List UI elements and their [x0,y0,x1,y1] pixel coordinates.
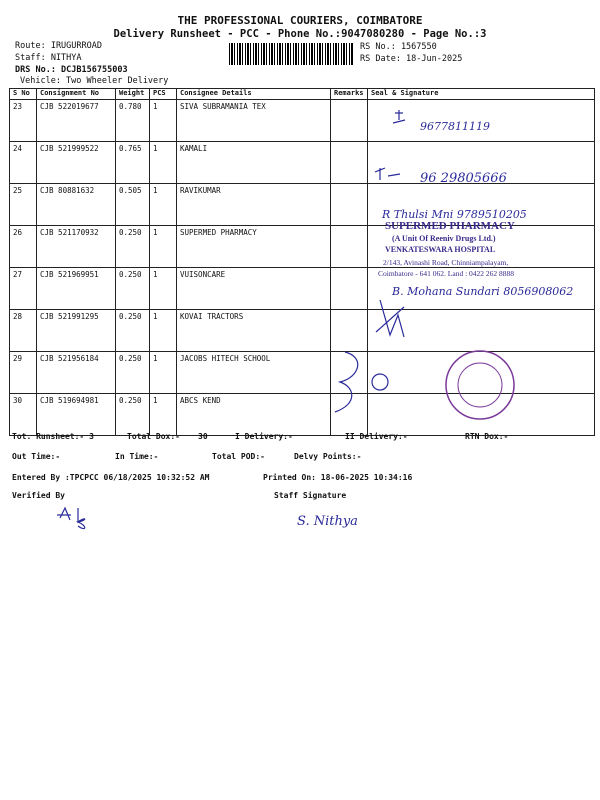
verified-by: Verified By [12,491,65,500]
cell-consignment: CJB 80881632 [37,184,116,226]
cell-pcs: 1 [150,142,177,184]
cell-consignee: RAVIKUMAR [177,184,331,226]
stamp-line-1: SUPERMED PHARMACY [385,220,515,232]
cell-pcs: 1 [150,184,177,226]
cell-sno: 26 [10,226,37,268]
cell-consignment: CJB 522019677 [37,100,116,142]
stamp-line-2: (A Unit Of Reeniv Drugs Ltd.) [392,234,496,243]
cell-consignee: SUPERMED PHARMACY [177,226,331,268]
cell-weight: 0.250 [116,394,150,436]
cell-pcs: 1 [150,226,177,268]
cell-consignment: CJB 519694981 [37,394,116,436]
cell-pcs: 1 [150,352,177,394]
cell-pcs: 1 [150,394,177,436]
total-pod: Total POD:- [212,452,265,461]
stamp-line-4: 2/143, Avinashi Road, Chinniampalayam, [383,258,509,267]
cell-consignment: CJB 521999522 [37,142,116,184]
total-dox-label: Total Dox:- [127,432,180,441]
institute-seal-inner [458,363,502,407]
route-label: Route: IRUGURROAD [15,41,102,51]
r28-name-phone: B. Mohana Sundari 8056908062 [392,285,574,298]
runsheet-subtitle: Delivery Runsheet - PCC - Phone No.:9047080280 - Page No.:3 [113,28,487,40]
total-dox-value: 30 [198,432,208,441]
cell-weight: 0.250 [116,268,150,310]
cell-sno: 27 [10,268,37,310]
cell-consignee: ABCS KEND [177,394,331,436]
total-runsheet: Tot. Runsheet:- 3 [12,432,94,441]
cell-sno: 30 [10,394,37,436]
col-pcs: PCS [150,89,177,100]
col-seal-signature: Seal & Signature [368,89,595,100]
signature-mark [375,168,400,180]
cell-sno: 29 [10,352,37,394]
r26-name-phone: R Thulsi Mni 9789510205 [382,208,527,221]
cell-consignee: SIVA SUBRAMANIA TEX [177,100,331,142]
cell-weight: 0.250 [116,226,150,268]
signature-mark [335,352,358,412]
col-remarks: Remarks [331,89,368,100]
cell-pcs: 1 [150,310,177,352]
verifier-signature [57,508,85,529]
cell-consignee: KAMALI [177,142,331,184]
r24-phone: 96 29805666 [420,171,507,186]
in-time: In Time:- [115,452,159,461]
rs-number: RS No.: 1567550 [360,42,437,52]
staff-signature-handwriting: S. Nithya [297,514,358,529]
r23-phone: 9677811119 [420,120,490,133]
entered-by: Entered By :TPCPCC 06/18/2025 10:32:52 AM [12,473,210,482]
cell-consignment: CJB 521969951 [37,268,116,310]
cell-sno: 23 [10,100,37,142]
cell-weight: 0.250 [116,310,150,352]
cell-consignment: CJB 521956184 [37,352,116,394]
stamp-line-5: Coimbatore - 641 062. Land : 0422 262 8888 [378,269,515,278]
cell-weight: 0.505 [116,184,150,226]
cell-consignment: CJB 521170932 [37,226,116,268]
col-sno: S No [10,89,37,100]
col-consignee: Consignee Details [177,89,331,100]
col-consignment: Consignment No [37,89,116,100]
signature-mark [372,374,388,390]
ii-delivery: II Delivery:- [345,432,408,441]
rs-date: RS Date: 18-Jun-2025 [360,54,463,64]
signature-mark [376,300,404,337]
vehicle-label: Vehicle: Two Wheeler Delivery [20,76,169,86]
stamp-line-3: VENKATESWARA HOSPITAL [385,245,496,254]
col-weight: Weight [116,89,150,100]
cell-consignment: CJB 521991295 [37,310,116,352]
printed-on: Printed On: 18-06-2025 10:34:16 [263,473,413,482]
delivery-points: Delvy Points:- [294,452,362,461]
out-time: Out Time:- [12,452,61,461]
signature-mark [393,110,405,123]
company-title: THE PROFESSIONAL COURIERS, COIMBATORE [177,14,423,27]
institute-seal [446,351,514,419]
cell-weight: 0.780 [116,100,150,142]
cell-sno: 25 [10,184,37,226]
cell-consignee: KOVAI TRACTORS [177,310,331,352]
cell-consignee: JACOBS HITECH SCHOOL [177,352,331,394]
cell-pcs: 1 [150,268,177,310]
staff-label: Staff: NITHYA [15,53,82,63]
cell-consignee: VUISONCARE [177,268,331,310]
drs-label: DRS No.: DCJB156755003 [15,65,128,75]
staff-signature-label: Staff Signature [274,491,347,500]
cell-sno: 28 [10,310,37,352]
cell-sno: 24 [10,142,37,184]
cell-weight: 0.765 [116,142,150,184]
cell-weight: 0.250 [116,352,150,394]
rtn-dox: RTN Dox:- [465,432,509,441]
cell-pcs: 1 [150,100,177,142]
i-delivery: I Delivery:- [235,432,293,441]
